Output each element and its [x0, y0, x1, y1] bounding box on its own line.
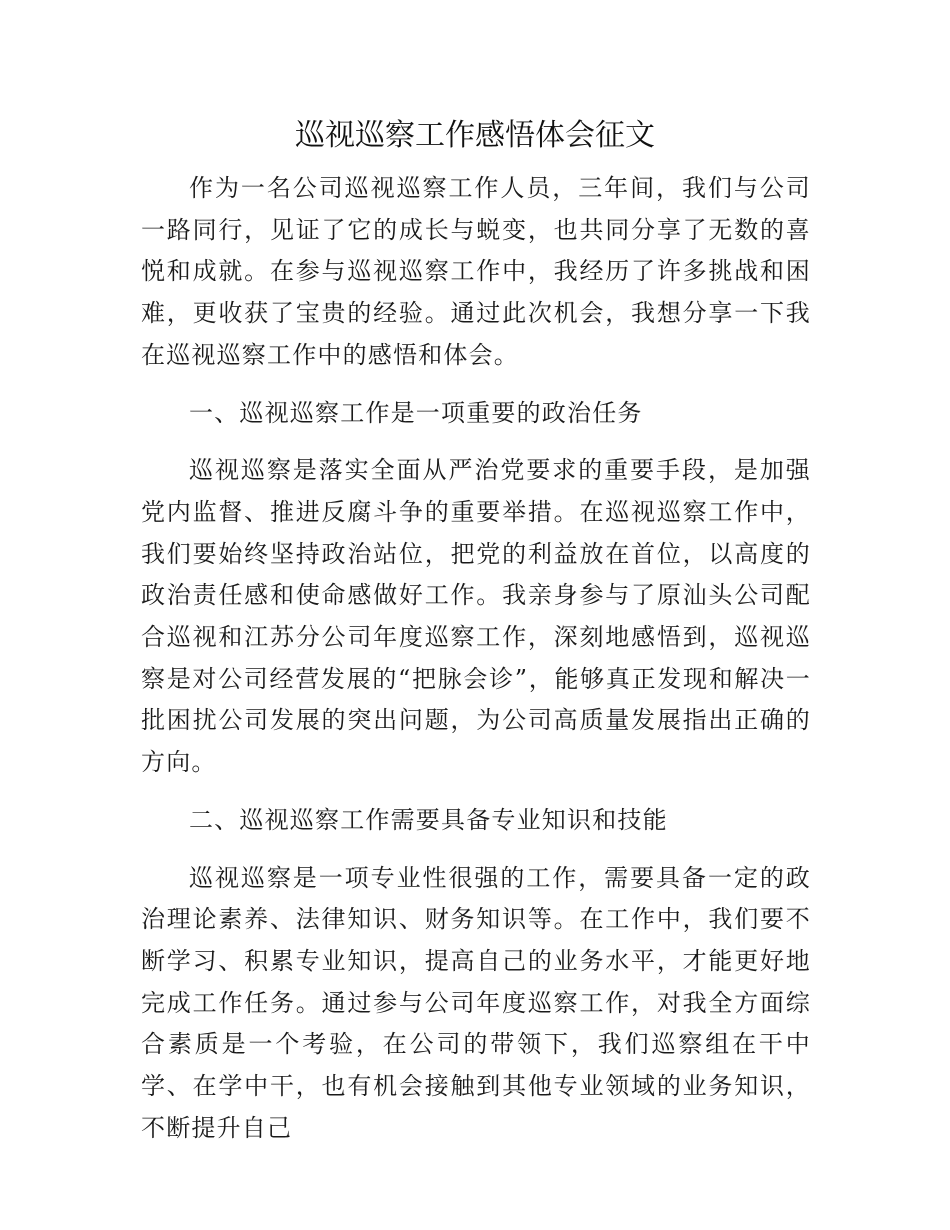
- section-heading-1: 一、巡视巡察工作是一项重要的政治任务: [189, 398, 643, 427]
- document-body: [141, 168, 811, 1165]
- intro-paragraph: 作为一名公司巡视巡察工作人员，三年间，我们与公司一路同行，见证了它的成长与蜕变，也共同分享了无数的喜悦和成就。在参与巡视巡察工作中，我经历了许多挑战和困难，更收获了宝贵的经验。通过此次机会，我想分享一下我在巡视巡察工作中的感悟和体会。: [141, 174, 811, 369]
- section-heading-2: 二、巡视巡察工作需要具备专业知识和技能: [189, 805, 668, 834]
- document-title: 巡视巡察工作感悟体会征文: [295, 118, 655, 153]
- section-paragraph-2: 巡视巡察是一项专业性很强的工作，需要具备一定的政治理论素养、法律知识、财务知识等。在工作中，我们要不断学习、积累专业知识，提高自己的业务水平，才能更好地完成工作任务。通过参与公司年度巡察工作，对我全方面综合素质是一个考验，在公司的带领下，我们巡察组在干中学、在学中干，也有机会接触到其他专业领域的业务知识，不断提升自己: [141, 863, 811, 1142]
- section-paragraph-1: 巡视巡察是落实全面从严治党要求的重要手段，是加强党内监督、推进反腐斗争的重要举措。在巡视巡察工作中，我们要始终坚持政治站位，把党的利益放在首位，以高度的政治责任感和使命感做好工作。我亲身参与了原汕头公司配合巡视和江苏分公司年度巡察工作，深刻地感悟到，巡视巡察是对公司经营发展的“把脉会诊”，能够真正发现和解决一批困扰公司发展的突出问题，为公司高质量发展指出正确的方向。: [141, 456, 811, 777]
